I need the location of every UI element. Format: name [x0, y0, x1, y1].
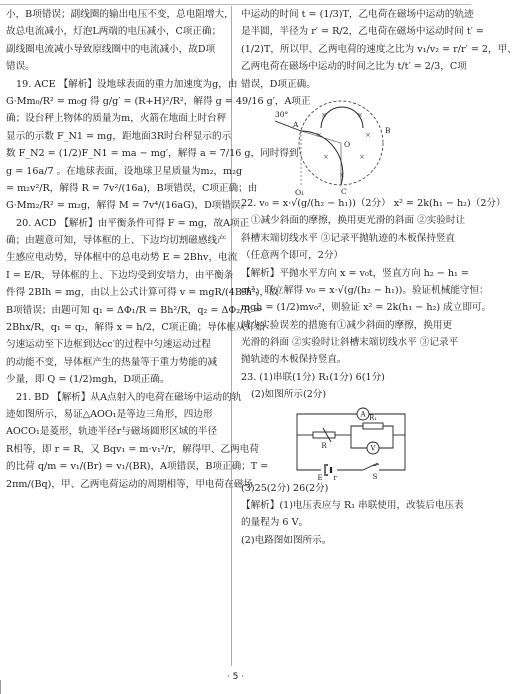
text-line: 【解析】平抛水平方向 x = v₀t，竖直方向 h₂ − h₁ =: [241, 267, 469, 279]
text-line: 光滑的斜面 ②实验时让斜槽末端切线水平 ③记录平: [241, 337, 459, 349]
ammeter-label: A: [360, 410, 366, 419]
text-line: 匀速运动至下边框到达cc′的过程中匀速运动过程: [6, 339, 211, 351]
text-line: 抛轨迹的木板保持竖直。: [241, 354, 347, 366]
point-o-label: O: [344, 139, 351, 149]
question-23-heading: 23. (1)串联(1分) R₁(1分) 6(1分): [241, 371, 385, 383]
text-line: G·Mm₂/R² = m₂g，解得 M = 7v⁴/(16aG)，D项错误。: [6, 200, 251, 212]
text-line: 故总电流减小，灯泡L两端的电压减小，C项正确；: [6, 26, 222, 38]
question-21-heading: 21. BD 【解析】从A点射入的电荷在磁场中运动的轨: [16, 391, 242, 403]
circuit-diagram: [291, 404, 411, 480]
text-line: ①减少斜面的摩擦，换用更光滑的斜面 ②实验时让: [251, 215, 466, 227]
text-line: 的比荷 q/m = v₁/(Br) = v₁/(BR)，A项错误，B项正确；T =: [6, 461, 269, 473]
circuit-figure: [241, 404, 465, 480]
text-line: 少量，即 Q = (1/2)mgh，D项正确。: [6, 374, 170, 386]
text-line: B项错误；由题可知 q₁ = ΔΦ₁/R = Bh²/R，q₂ = ΔΦ₂/R =: [6, 304, 262, 316]
text-line: 错误。: [6, 61, 35, 73]
emf-label: E: [317, 473, 323, 482]
question-20-heading: 20. ACD 【解析】由平衡条件可得 F = mg，故A项正: [16, 217, 250, 229]
text-line: 中运动的时间 t = (1/3)T，乙电荷在磁场中运动的轨迹: [241, 9, 474, 20]
text-line: = m₂v²/R，解得 R = 7v²/(16a)，B项错误，C项正确；由: [6, 182, 258, 194]
text-line: 2πm/(Bq)，甲、乙两电荷运动的周期相等，甲电荷在磁场: [6, 478, 253, 490]
resistor-r-symbol: [313, 432, 335, 438]
text-line: g = 16a/7 。在地球表面，设地球卫星质量为m₂，m₂g: [6, 165, 243, 177]
point-o1-label: O₁: [295, 187, 305, 197]
point-c-label: C: [341, 186, 347, 196]
text-line: 减少实验误差的措施有①减少斜面的摩擦，换用更: [241, 319, 453, 331]
trajectory-arc: [301, 131, 343, 185]
field-cross-mark: ×: [365, 130, 371, 139]
magnetic-field-figure: [241, 93, 465, 195]
text-line: 小，B项错误；副线圈的输出电压不变，总电阻增大，: [6, 9, 234, 20]
resistor-r1-label: R₁: [368, 413, 378, 422]
field-cross-mark: ×: [321, 110, 327, 119]
field-cross-mark: ×: [316, 130, 322, 139]
question-19-heading: 19. ACE 【解析】设地球表面的重力加速度为g，由: [16, 78, 238, 90]
corner-mark: [0, 680, 13, 694]
text-line: 件得 2BIh = mg，由以上公式计算可得 v = mgR/(4B²h²)，故: [6, 287, 279, 299]
text-line: （任意两个即可，2分）: [241, 250, 344, 262]
page-number: · 5 ·: [226, 672, 245, 682]
text-line: 的量程为 6 V。: [241, 517, 309, 529]
text-line: 2Bhx/R，q₁ = q₂，解得 x = h/2，C项正确；导体框从开始: [6, 322, 265, 334]
point-a-label: A: [293, 119, 299, 129]
text-line: 是半圆，半径为 r′ = R/2，乙电荷在磁场中运动时间 t′ =: [241, 26, 484, 38]
right-column: [241, 6, 517, 549]
text-line: (3)25(2分) 26(2分): [241, 482, 329, 494]
text-line: R相等，即 r = R，又 Bqv₁ = m·v₁²/r，解得甲、乙两电荷: [6, 443, 259, 455]
text-line: 数 F_N2 = (1/2)F_N1 = ma − mg′，解得 a = 7/16 g，同时得到: [6, 148, 299, 160]
text-line: G·Mm₀/R² = m₀g 得 g/g′ = (R+H)²/R²，解得 g = 49/16 g′，A项正: [6, 95, 311, 107]
text-line: (2)如图所示(2分): [251, 389, 327, 401]
text-line: 确；设台秤上物体的质量为m，火箭在地面上时台秤: [6, 113, 227, 125]
field-cross-mark: ×: [339, 170, 345, 179]
text-line: I = E/R，导体框的上、下边均受到安培力，由平衡条: [6, 269, 234, 281]
text-line: 副线圈电流减小导致原线圈中的电流减小，故D项: [6, 43, 216, 55]
field-cross-mark: ×: [357, 110, 363, 119]
text-line: 显示的示数 F_N1 = mg，距地面3R时台秤显示的示: [6, 130, 232, 142]
question-22-heading: 22. v₀ = x·√(g/(h₂ − h₁))（2分） x² = 2k(h₁ − h₂)（2分）: [241, 197, 506, 209]
text-line: 迹如图所示，易证△AOO₁是等边三角形，四边形: [6, 408, 213, 420]
angle-label: 30°: [275, 109, 289, 119]
field-cross-mark: ×: [323, 152, 329, 161]
field-b-label: B: [385, 125, 391, 135]
switch-label: S: [372, 472, 378, 481]
text-line: 乙两电荷在磁场中运动的时间之比为 t/t′ = 2/3，C项: [241, 61, 467, 73]
text-line: 确；由题意可知，导体框的上、下边均切割磁感线产: [6, 235, 227, 247]
internal-resistance-label: r: [333, 473, 337, 482]
top-rule: [0, 4, 471, 5]
voltmeter-label: V: [370, 444, 376, 453]
trajectory-diagram: [261, 93, 421, 195]
resistor-r1-symbol: [363, 423, 383, 429]
field-cross-mark: ×: [359, 152, 365, 161]
text-line: 【解析】(1)电压表应与 R₁ 串联使用，改装后电压表: [241, 500, 464, 512]
text-line: (2)电路图如图所示。: [241, 534, 332, 546]
text-line: mgh = (1/2)mv₀²，则验证 x² = 2k(h₁ − h₂) 成立即可。: [241, 302, 492, 314]
text-line: (1/2)T，所以甲、乙两电荷的速度之比为 v₁/v₂ = r/r′ = 2，甲、: [241, 43, 517, 55]
text-line: 生感应电动势，导体框中的总电动势 E = 2Bhv，电流: [6, 252, 238, 264]
text-line: 错误，D项正确。: [241, 78, 316, 90]
text-line: 斜槽末端切线水平 ③记录平抛轨迹的木板保持竖直: [241, 232, 456, 244]
text-line: AOCO₁是菱形，轨迹半径r与磁场圆形区域的半径: [6, 426, 218, 438]
text-line: gt²，联立解得 v₀ = x·√(g/(h₂ − h₁))。验证机械能守恒：: [241, 284, 489, 296]
resistor-r-label: R: [321, 441, 327, 450]
text-line: 的动能不变，导体框产生的热量等于重力势能的减: [6, 356, 218, 368]
